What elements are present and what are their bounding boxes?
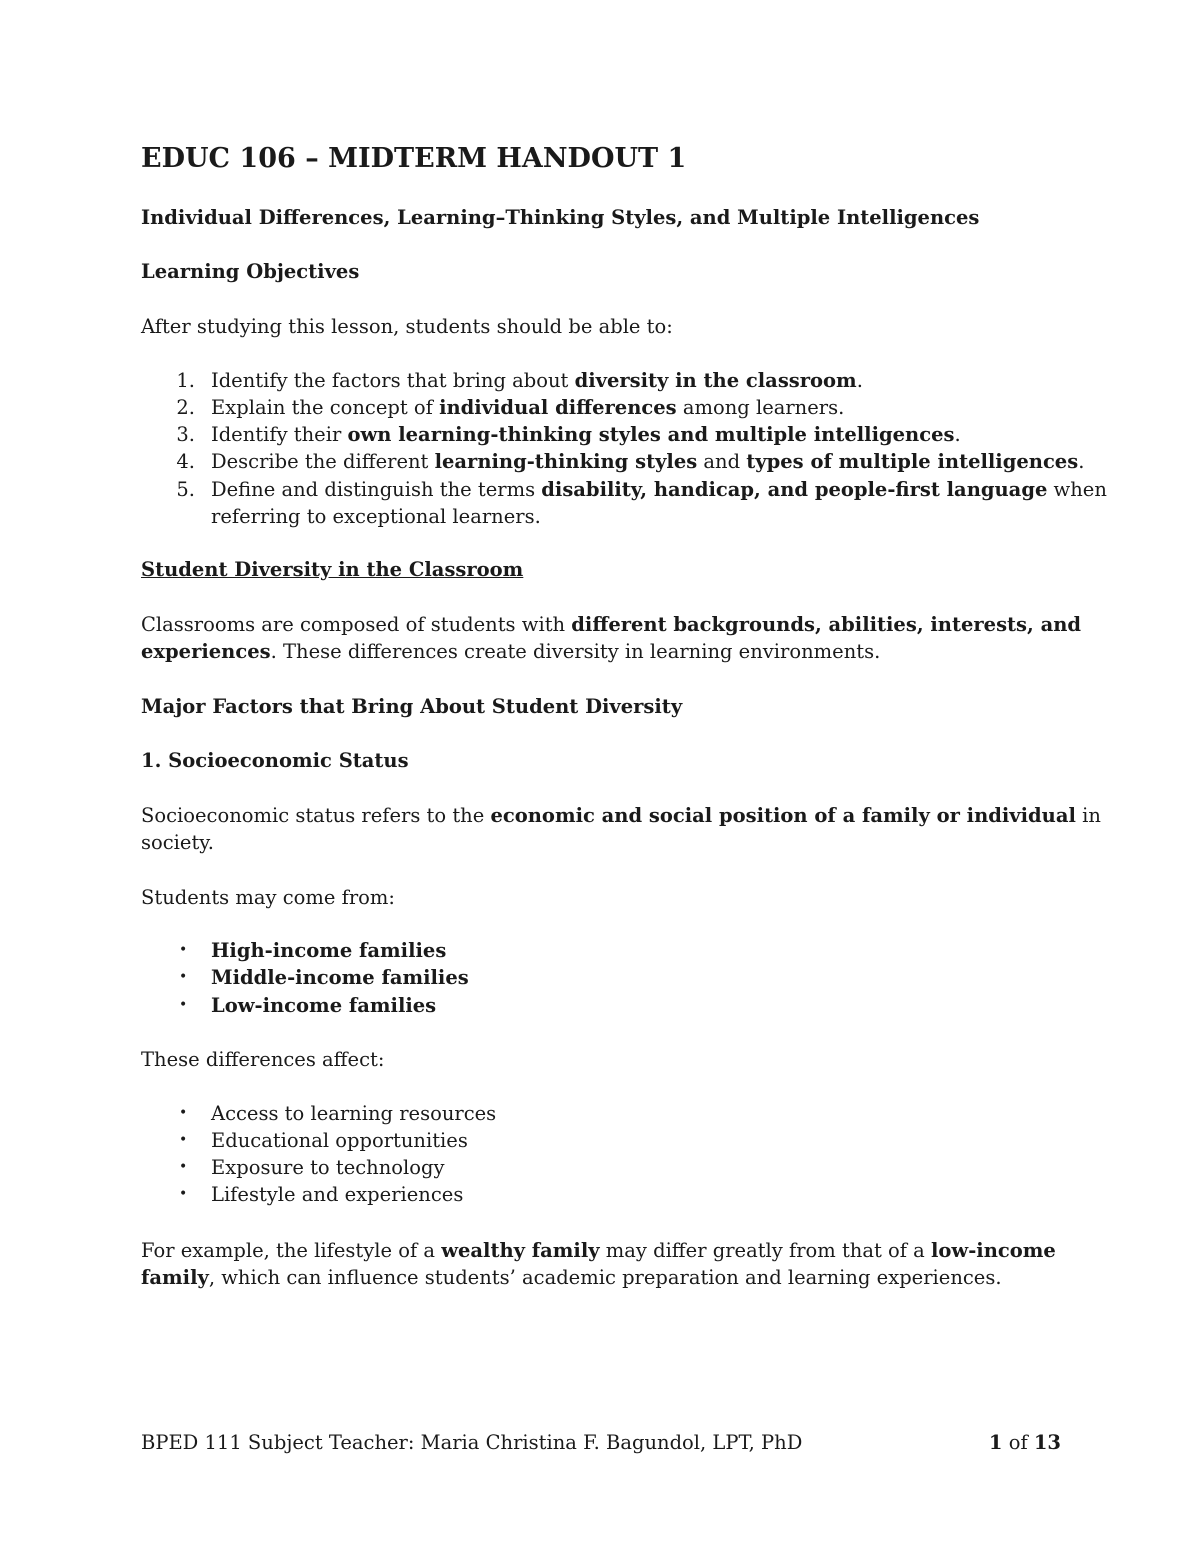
objective-text: Explain the concept of xyxy=(211,396,440,419)
list-number: 1. xyxy=(176,369,195,392)
objective-emphasis: learning-thinking styles xyxy=(434,450,698,473)
objective-text: referring to exceptional learners. xyxy=(211,505,541,528)
objective-text: Describe the different xyxy=(211,450,435,473)
objective-text: Identify their xyxy=(211,423,348,446)
paragraph-text: in xyxy=(1075,804,1101,827)
bullet-icon: • xyxy=(179,1186,188,1202)
bullet-text: Middle-income families xyxy=(211,966,469,989)
objective-text: . xyxy=(1078,450,1085,473)
objective-emphasis: types of multiple intelligences xyxy=(746,450,1079,473)
paragraph-emphasis: wealthy family xyxy=(441,1239,600,1262)
bullet-text: High-income families xyxy=(211,939,447,962)
paragraph-text: Socioeconomic status refers to the xyxy=(141,804,491,827)
section-heading-factors: Major Factors that Bring About Student Diversity xyxy=(141,695,683,718)
paragraph-emphasis: family xyxy=(141,1266,209,1289)
objective-emphasis: disability, handicap, and people-first language xyxy=(541,478,1048,501)
footer-teacher: BPED 111 Subject Teacher: Maria Christina F. Bagundol, LPT, PhD xyxy=(141,1431,803,1454)
objective-text: Define and distinguish the terms xyxy=(211,478,542,501)
paragraph-text: For example, the lifestyle of a xyxy=(141,1239,442,1262)
objective-text: Identify the factors that bring about xyxy=(211,369,575,392)
objective-emphasis: diversity in the classroom xyxy=(574,369,857,392)
objective-text: and xyxy=(697,450,747,473)
objective-emphasis: individual differences xyxy=(439,396,677,419)
bullet-text: Low-income families xyxy=(211,994,437,1017)
diversity-paragraph-line-1 xyxy=(141,611,1081,638)
objective-text: when xyxy=(1047,478,1107,501)
students-come-from: Students may come from: xyxy=(141,886,395,909)
paragraph-text: may differ greatly from that of a xyxy=(599,1239,931,1262)
diversity-paragraph-line-2 xyxy=(141,638,880,665)
example-paragraph-line-1 xyxy=(141,1237,1056,1264)
bullet-icon: • xyxy=(179,942,188,958)
list-number: 5. xyxy=(176,478,195,501)
bullet-text: Educational opportunities xyxy=(211,1129,468,1152)
page-current: 1 xyxy=(988,1431,1003,1454)
section-heading-diversity: Student Diversity in the Classroom xyxy=(141,558,524,581)
paragraph-text: Classrooms are composed of students with xyxy=(141,613,572,636)
bullet-text: Access to learning resources xyxy=(211,1102,497,1125)
list-number: 4. xyxy=(176,450,195,473)
objective-emphasis: own learning-thinking styles and multiple intelligences xyxy=(347,423,955,446)
ses-definition-line-1 xyxy=(141,802,1101,829)
page-total: 13 xyxy=(1033,1431,1061,1454)
objective-text: among learners. xyxy=(676,396,845,419)
bullet-icon: • xyxy=(179,1132,188,1148)
paragraph-emphasis: low-income xyxy=(931,1239,1056,1262)
bullet-text: Exposure to technology xyxy=(211,1156,445,1179)
paragraph-emphasis: different backgrounds, abilities, interests, and xyxy=(571,613,1082,636)
paragraph-text: . These differences create diversity in learning environments. xyxy=(270,640,881,663)
page-of-label: of xyxy=(1002,1431,1034,1454)
bullet-text: Lifestyle and experiences xyxy=(211,1183,464,1206)
bullet-icon: • xyxy=(179,1159,188,1175)
paragraph-emphasis: experiences xyxy=(141,640,271,663)
paragraph-text: , which can influence students’ academic preparation and learning experiences. xyxy=(208,1266,1002,1289)
bullet-icon: • xyxy=(179,969,188,985)
objectives-intro: After studying this lesson, students should be able to: xyxy=(141,315,673,338)
list-number: 3. xyxy=(176,423,195,446)
list-number: 2. xyxy=(176,396,195,419)
objective-text: . xyxy=(856,369,863,392)
page-number xyxy=(989,1431,1061,1454)
subsection-heading-ses: 1. Socioeconomic Status xyxy=(141,749,409,772)
bullet-icon: • xyxy=(179,1105,188,1121)
document-title: EDUC 106 – MIDTERM HANDOUT 1 xyxy=(141,143,687,174)
objective-text: . xyxy=(954,423,961,446)
objectives-heading: Learning Objectives xyxy=(141,260,360,283)
ses-definition-line-2: society. xyxy=(141,831,214,854)
document-subtitle: Individual Differences, Learning–Thinking Styles, and Multiple Intelligences xyxy=(141,206,980,229)
paragraph-emphasis: economic and social position of a family or individual xyxy=(490,804,1076,827)
example-paragraph-line-2 xyxy=(141,1264,1002,1291)
differences-affect: These differences affect: xyxy=(141,1048,385,1071)
bullet-icon: • xyxy=(179,997,188,1013)
